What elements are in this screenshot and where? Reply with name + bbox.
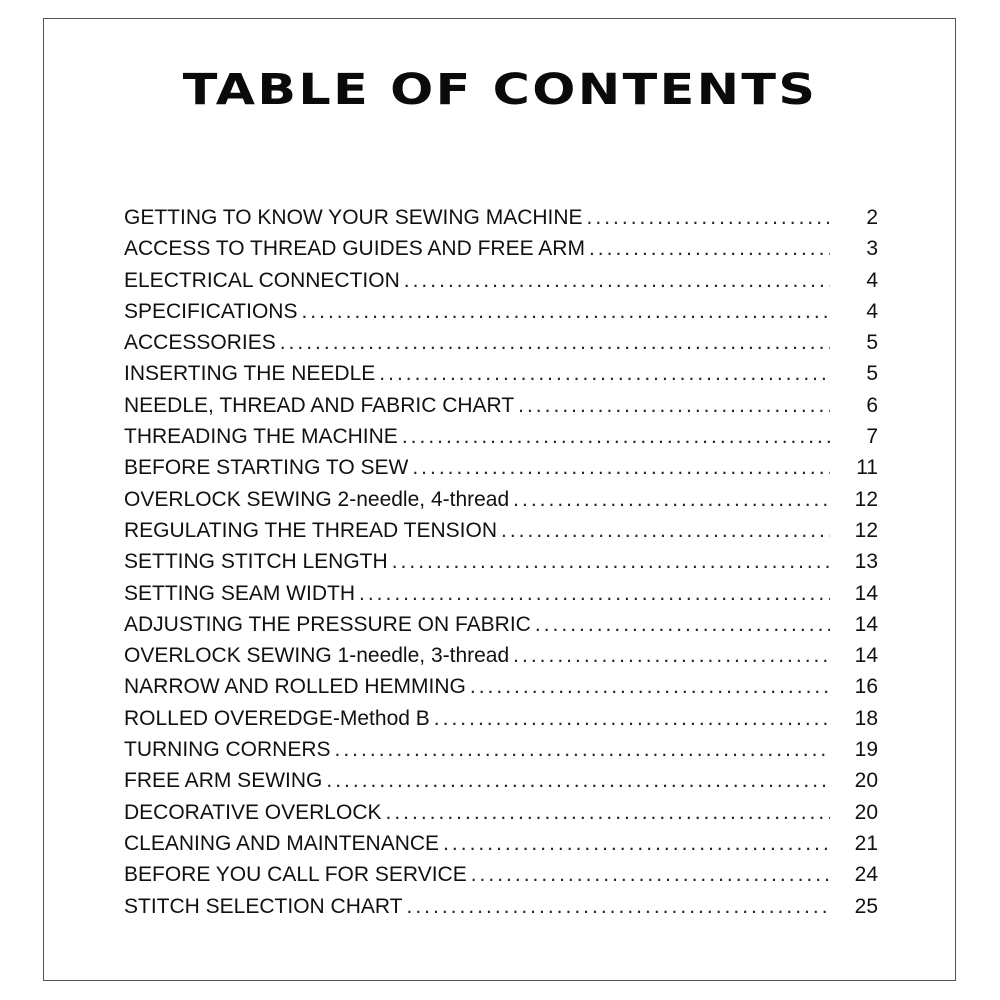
toc-entry-page-number: 12	[854, 518, 878, 542]
toc-entry-page-number: 24	[854, 863, 878, 887]
dot-leader	[301, 296, 830, 327]
toc-entry-page-number: 21	[854, 831, 878, 855]
toc-entry-label: THREADING THE MACHINE	[124, 425, 398, 449]
toc-entry-label: OVERLOCK SEWING 1-needle, 3-thread	[124, 644, 510, 668]
dot-leader	[443, 828, 830, 859]
toc-entry-page-number: 14	[854, 612, 878, 636]
toc-entry-label: BEFORE YOU CALL FOR SERVICE	[124, 863, 467, 887]
toc-entry-label: NEEDLE, THREAD AND FABRIC CHART	[124, 393, 515, 417]
toc-entry-page-number: 2	[866, 206, 878, 229]
toc-entry-page-number: 6	[866, 393, 878, 417]
dot-leader	[470, 671, 830, 702]
toc-entry	[124, 578, 878, 609]
toc-entry	[124, 484, 878, 515]
toc-entry-label: CLEANING AND MAINTENANCE	[124, 831, 440, 855]
toc-entry	[124, 797, 878, 828]
toc-entry-label: OVERLOCK SEWING 2-needle, 4-thread	[124, 487, 510, 511]
dot-leader	[280, 327, 830, 358]
dot-leader	[518, 390, 830, 421]
toc-entry-label: REGULATING THE THREAD TENSION	[124, 518, 498, 542]
dot-leader	[434, 703, 830, 734]
toc-entry-page-number: 18	[854, 706, 878, 730]
toc-entry-page-number: 19	[854, 738, 878, 762]
toc-entry-page-number: 11	[856, 456, 878, 480]
toc-entry-label: GETTING TO KNOW YOUR SEWING MACHINE	[124, 206, 583, 229]
toc-entry	[124, 828, 878, 859]
toc-entry	[124, 390, 878, 421]
toc-entry-label: SETTING STITCH LENGTH	[124, 550, 388, 574]
toc-entry-page-number: 4	[866, 268, 878, 292]
toc-entry	[124, 327, 878, 358]
toc-entry-label: ACCESSORIES	[124, 331, 276, 355]
dot-leader	[335, 734, 830, 765]
toc-entry-label: ELECTRICAL CONNECTION	[124, 268, 400, 292]
toc-entry-page-number: 7	[866, 425, 878, 449]
toc-entry-label: SPECIFICATIONS	[124, 299, 298, 323]
dot-leader	[326, 765, 830, 796]
dot-leader	[535, 609, 830, 640]
toc-entry-label: ROLLED OVEREDGE-Method B	[124, 706, 430, 730]
dot-leader	[471, 859, 830, 890]
toc-entry	[124, 265, 878, 296]
dot-leader	[412, 452, 830, 483]
toc-entry	[124, 609, 878, 640]
toc-entry-page-number: 25	[854, 894, 878, 918]
toc-entry-label: TURNING CORNERS	[124, 738, 331, 762]
toc-entry	[124, 452, 878, 483]
dot-leader	[513, 640, 830, 671]
toc-entry-label: FREE ARM SEWING	[124, 769, 323, 793]
dot-leader	[379, 358, 830, 389]
dot-leader	[359, 578, 830, 609]
page-title: TABLE OF CONTENTS	[182, 64, 818, 115]
toc-entry	[124, 859, 878, 890]
toc-entry-label: DECORATIVE OVERLOCK	[124, 800, 382, 824]
toc-entry	[124, 296, 878, 327]
toc-entry-label: SETTING SEAM WIDTH	[124, 581, 355, 605]
toc-entry	[124, 515, 878, 546]
toc-entry-page-number: 3	[866, 237, 878, 261]
toc-entry	[124, 640, 878, 671]
toc-entry-page-number: 14	[854, 644, 878, 668]
toc-entry-page-number: 16	[854, 675, 878, 699]
toc-entry	[124, 358, 878, 389]
dot-leader	[386, 797, 831, 828]
toc-list	[124, 202, 878, 922]
toc-entry-label: ADJUSTING THE PRESSURE ON FABRIC	[124, 612, 531, 636]
toc-entry-page-number: 14	[854, 581, 878, 605]
dot-leader	[513, 484, 830, 515]
toc-entry-label: STITCH SELECTION CHART	[124, 894, 403, 918]
dot-leader	[392, 546, 830, 577]
toc-entry-label: BEFORE STARTING TO SEW	[124, 456, 409, 480]
toc-entry	[124, 891, 878, 922]
toc-entry	[124, 421, 878, 452]
dot-leader	[587, 202, 830, 233]
dot-leader	[589, 233, 830, 264]
toc-entry	[124, 734, 878, 765]
toc-entry-page-number: 5	[866, 331, 878, 355]
toc-entry-page-number: 12	[854, 487, 878, 511]
toc-entry-page-number: 20	[854, 800, 878, 824]
toc-entry	[124, 671, 878, 702]
toc-entry	[124, 233, 878, 264]
toc-entry	[124, 765, 878, 796]
toc-entry-label: INSERTING THE NEEDLE	[124, 362, 376, 386]
dot-leader	[406, 891, 830, 922]
toc-entry	[124, 546, 878, 577]
dot-leader	[404, 265, 830, 296]
toc-entry	[124, 703, 878, 734]
toc-entry-page-number: 5	[866, 362, 878, 386]
dot-leader	[501, 515, 830, 546]
toc-entry	[124, 202, 878, 233]
toc-entry-label: NARROW AND ROLLED HEMMING	[124, 675, 466, 699]
toc-entry-page-number: 4	[866, 299, 878, 323]
toc-entry-page-number: 13	[854, 550, 878, 574]
toc-entry-label: ACCESS TO THREAD GUIDES AND FREE ARM	[124, 237, 585, 261]
dot-leader	[402, 421, 830, 452]
toc-entry-page-number: 20	[854, 769, 878, 793]
